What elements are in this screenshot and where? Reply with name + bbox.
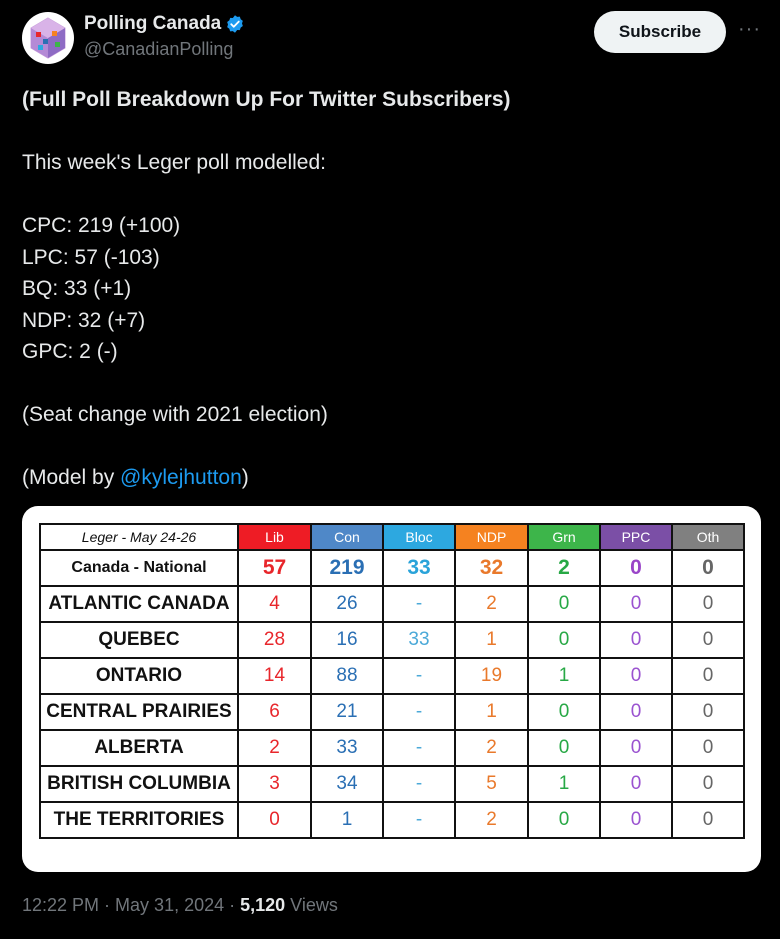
seat-projection-table [39,523,745,839]
seat-value-lib: 6 [238,694,311,730]
seat-value-con: 34 [311,766,383,802]
column-header-ppc: PPC [600,524,672,550]
seat-value-lib: 0 [238,802,311,838]
seat-value-bloc: - [383,694,455,730]
seat-value-ppc: 0 [600,802,672,838]
table-row [40,586,744,622]
tweet-line: (Seat change with 2021 election) [22,403,328,426]
column-header-con: Con [311,524,383,550]
model-by-suffix: ) [241,466,249,489]
table-row [40,802,744,838]
blank-line [22,116,762,148]
seat-value-ndp: 32 [455,550,528,586]
seat-value-oth: 0 [672,622,744,658]
seat-value-grn: 0 [528,622,600,658]
region-name: BRITISH COLUMBIA [40,766,238,802]
seat-value-con: 219 [311,550,383,586]
table-row [40,730,744,766]
seat-value-grn: 2 [528,550,600,586]
seat-value-lib: 3 [238,766,311,802]
separator: · [99,895,116,915]
seat-value-con: 16 [311,622,383,658]
table-row [40,658,744,694]
seat-value-bloc: - [383,658,455,694]
region-name: THE TERRITORIES [40,802,238,838]
region-name: ALBERTA [40,730,238,766]
seat-value-ndp: 1 [455,694,528,730]
seat-value-grn: 0 [528,694,600,730]
user-handle[interactable]: @CanadianPolling [84,39,234,59]
seat-value-bloc: - [383,802,455,838]
seat-value-con: 88 [311,658,383,694]
seat-value-ndp: 19 [455,658,528,694]
tweet-line [22,462,762,494]
separator: · [224,895,241,915]
column-header-ndp: NDP [455,524,528,550]
seat-value-ndp: 2 [455,586,528,622]
tweet-line: LPC: 57 (-103) [22,245,160,269]
display-name[interactable] [84,13,245,35]
seat-value-con: 1 [311,802,383,838]
column-header-bloc: Bloc [383,524,455,550]
tweet-line: This week's Leger poll modelled: [22,151,326,174]
seat-value-ppc: 0 [600,622,672,658]
polling-canada-logo-icon [22,12,74,64]
seat-value-oth: 0 [672,586,744,622]
table-row [40,766,744,802]
table-row-national [40,550,744,586]
column-header-lib: Lib [238,524,311,550]
views-label: Views [285,895,338,915]
blank-line [22,431,762,463]
display-name-text[interactable]: Polling Canada [84,13,222,34]
table-header-row [40,524,744,550]
seat-value-bloc: 33 [383,622,455,658]
seat-value-oth: 0 [672,550,744,586]
seat-value-oth: 0 [672,766,744,802]
tweet-date[interactable]: May 31, 2024 [115,895,225,915]
blank-line [22,179,762,211]
table-row [40,622,744,658]
seat-value-oth: 0 [672,694,744,730]
seat-value-oth: 0 [672,730,744,766]
seat-value-bloc: - [383,730,455,766]
seat-value-grn: 0 [528,586,600,622]
tweet-line: BQ: 33 (+1) [22,277,132,300]
blank-line [22,368,762,400]
seat-value-ndp: 2 [455,802,528,838]
verified-badge-icon[interactable] [225,14,245,34]
seat-value-ndp: 2 [455,730,528,766]
tweet-time[interactable]: 12:22 PM [22,895,100,915]
seat-value-lib: 4 [238,586,311,622]
poll-image[interactable] [22,506,761,872]
tweet-meta [22,895,338,916]
seat-value-bloc: 33 [383,550,455,586]
region-name: Canada - National [40,550,238,586]
region-name: ATLANTIC CANADA [40,586,238,622]
avatar[interactable] [22,12,74,64]
tweet-line: GPC: 2 (-) [22,340,118,363]
views-count: 5,120 [240,895,286,915]
seat-value-grn: 1 [528,766,600,802]
more-options-icon[interactable]: ··· [738,18,761,40]
table-row [40,694,744,730]
seat-value-oth: 0 [672,658,744,694]
seat-value-con: 33 [311,730,383,766]
seat-value-ppc: 0 [600,658,672,694]
subscribe-button[interactable]: Subscribe [594,11,726,53]
seat-value-ndp: 5 [455,766,528,802]
seat-value-bloc: - [383,766,455,802]
seat-value-lib: 2 [238,730,311,766]
poll-title: Leger - May 24-26 [40,524,238,550]
model-by-prefix: (Model by [22,466,121,489]
seat-value-lib: 14 [238,658,311,694]
seat-value-bloc: - [383,586,455,622]
region-name: ONTARIO [40,658,238,694]
seat-value-lib: 28 [238,622,311,658]
seat-value-ppc: 0 [600,730,672,766]
mention-link[interactable]: @kylejhutton [120,466,242,489]
tweet-text [22,84,762,494]
seat-value-ppc: 0 [600,550,672,586]
seat-value-grn: 0 [528,802,600,838]
region-name: QUEBEC [40,622,238,658]
region-name: CENTRAL PRAIRIES [40,694,238,730]
seat-value-grn: 1 [528,658,600,694]
seat-value-ndp: 1 [455,622,528,658]
seat-value-ppc: 0 [600,586,672,622]
seat-value-con: 21 [311,694,383,730]
seat-value-oth: 0 [672,802,744,838]
seat-value-con: 26 [311,586,383,622]
tweet-line: CPC: 219 (+100) [22,214,181,237]
seat-value-grn: 0 [528,730,600,766]
seat-value-ppc: 0 [600,766,672,802]
column-header-oth: Oth [672,524,744,550]
seat-value-lib: 57 [238,550,311,586]
column-header-grn: Grn [528,524,600,550]
tweet-line: NDP: 32 (+7) [22,308,146,332]
tweet-line: (Full Poll Breakdown Up For Twitter Subscribers) [22,88,511,111]
seat-value-ppc: 0 [600,694,672,730]
